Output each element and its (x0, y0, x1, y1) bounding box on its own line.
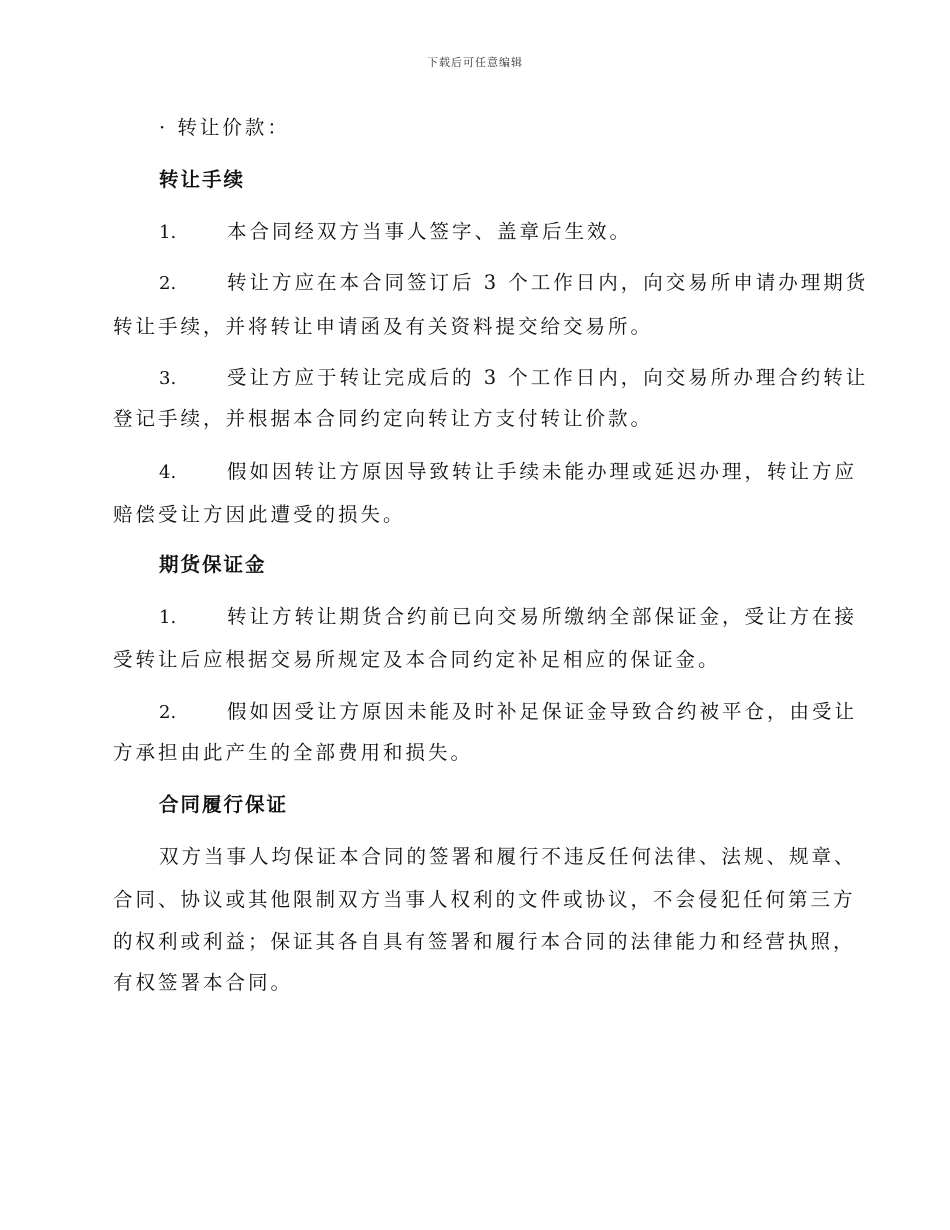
item-text: 转让方转让期货合约前已向交易所缴纳全部保证金，受让方在接 (227, 605, 858, 628)
item-number: 3. (159, 368, 177, 389)
procedure-item-3-cont: 登记手续，并根据本合同约定向转让方支付转让价款。 (113, 407, 654, 430)
section-heading-margin: 期货保证金 (159, 553, 267, 576)
guarantee-line-2: 合同、协议或其他限制双方当事人权利的文件或协议，不会侵犯任何第三方 (113, 888, 856, 911)
guarantee-line-4: 有权签署本合同。 (113, 971, 294, 994)
item-number: 4. (159, 462, 177, 483)
item-text: 假如因受让方原因未能及时补足保证金导致合约被平仓，由受让 (227, 700, 858, 723)
procedure-item-4-cont: 赔偿受让方因此遭受的损失。 (113, 503, 406, 526)
item-number: 2. (159, 273, 177, 294)
procedure-item-1 (113, 222, 835, 242)
margin-item-2-cont: 方承担由此产生的全部费用和损失。 (113, 741, 474, 764)
item-text: 转让方应在本合同签订后 3 个工作日内，向交易所申请办理期货 (227, 271, 869, 294)
guarantee-line-1: 双方当事人均保证本合同的签署和履行不违反任何法律、法规、规章、 (159, 845, 857, 868)
item-text: 受让方应于转让完成后的 3 个工作日内，向交易所办理合约转让 (227, 366, 869, 389)
item-number: 1. (159, 607, 177, 628)
item-number: 2. (159, 702, 177, 723)
section-heading-procedures: 转让手续 (159, 168, 246, 191)
item-number: 1. (159, 222, 177, 243)
margin-item-2 (113, 700, 858, 723)
page-header: 下载后可任意编辑 (427, 56, 523, 69)
procedure-item-2-cont: 转让手续，并将转让申请函及有关资料提交给交易所。 (113, 315, 654, 338)
procedure-item-3 (113, 366, 869, 389)
procedure-item-2 (113, 271, 869, 294)
margin-item-1 (113, 605, 858, 628)
price-item: · 转让价款： (159, 116, 290, 139)
item-text: 本合同经双方当事人签字、盖章后生效。 (227, 220, 633, 243)
item-text: 假如因转让方原因导致转让手续未能办理或延迟办理，转让方应 (227, 460, 858, 483)
section-heading-guarantee: 合同履行保证 (159, 793, 289, 816)
margin-item-1-cont: 受转让后应根据交易所规定及本合同约定补足相应的保证金。 (113, 648, 721, 671)
procedure-item-4 (113, 460, 858, 483)
guarantee-line-3: 的权利或利益；保证其各自具有签署和履行本合同的法律能力和经营执照， (113, 930, 856, 953)
